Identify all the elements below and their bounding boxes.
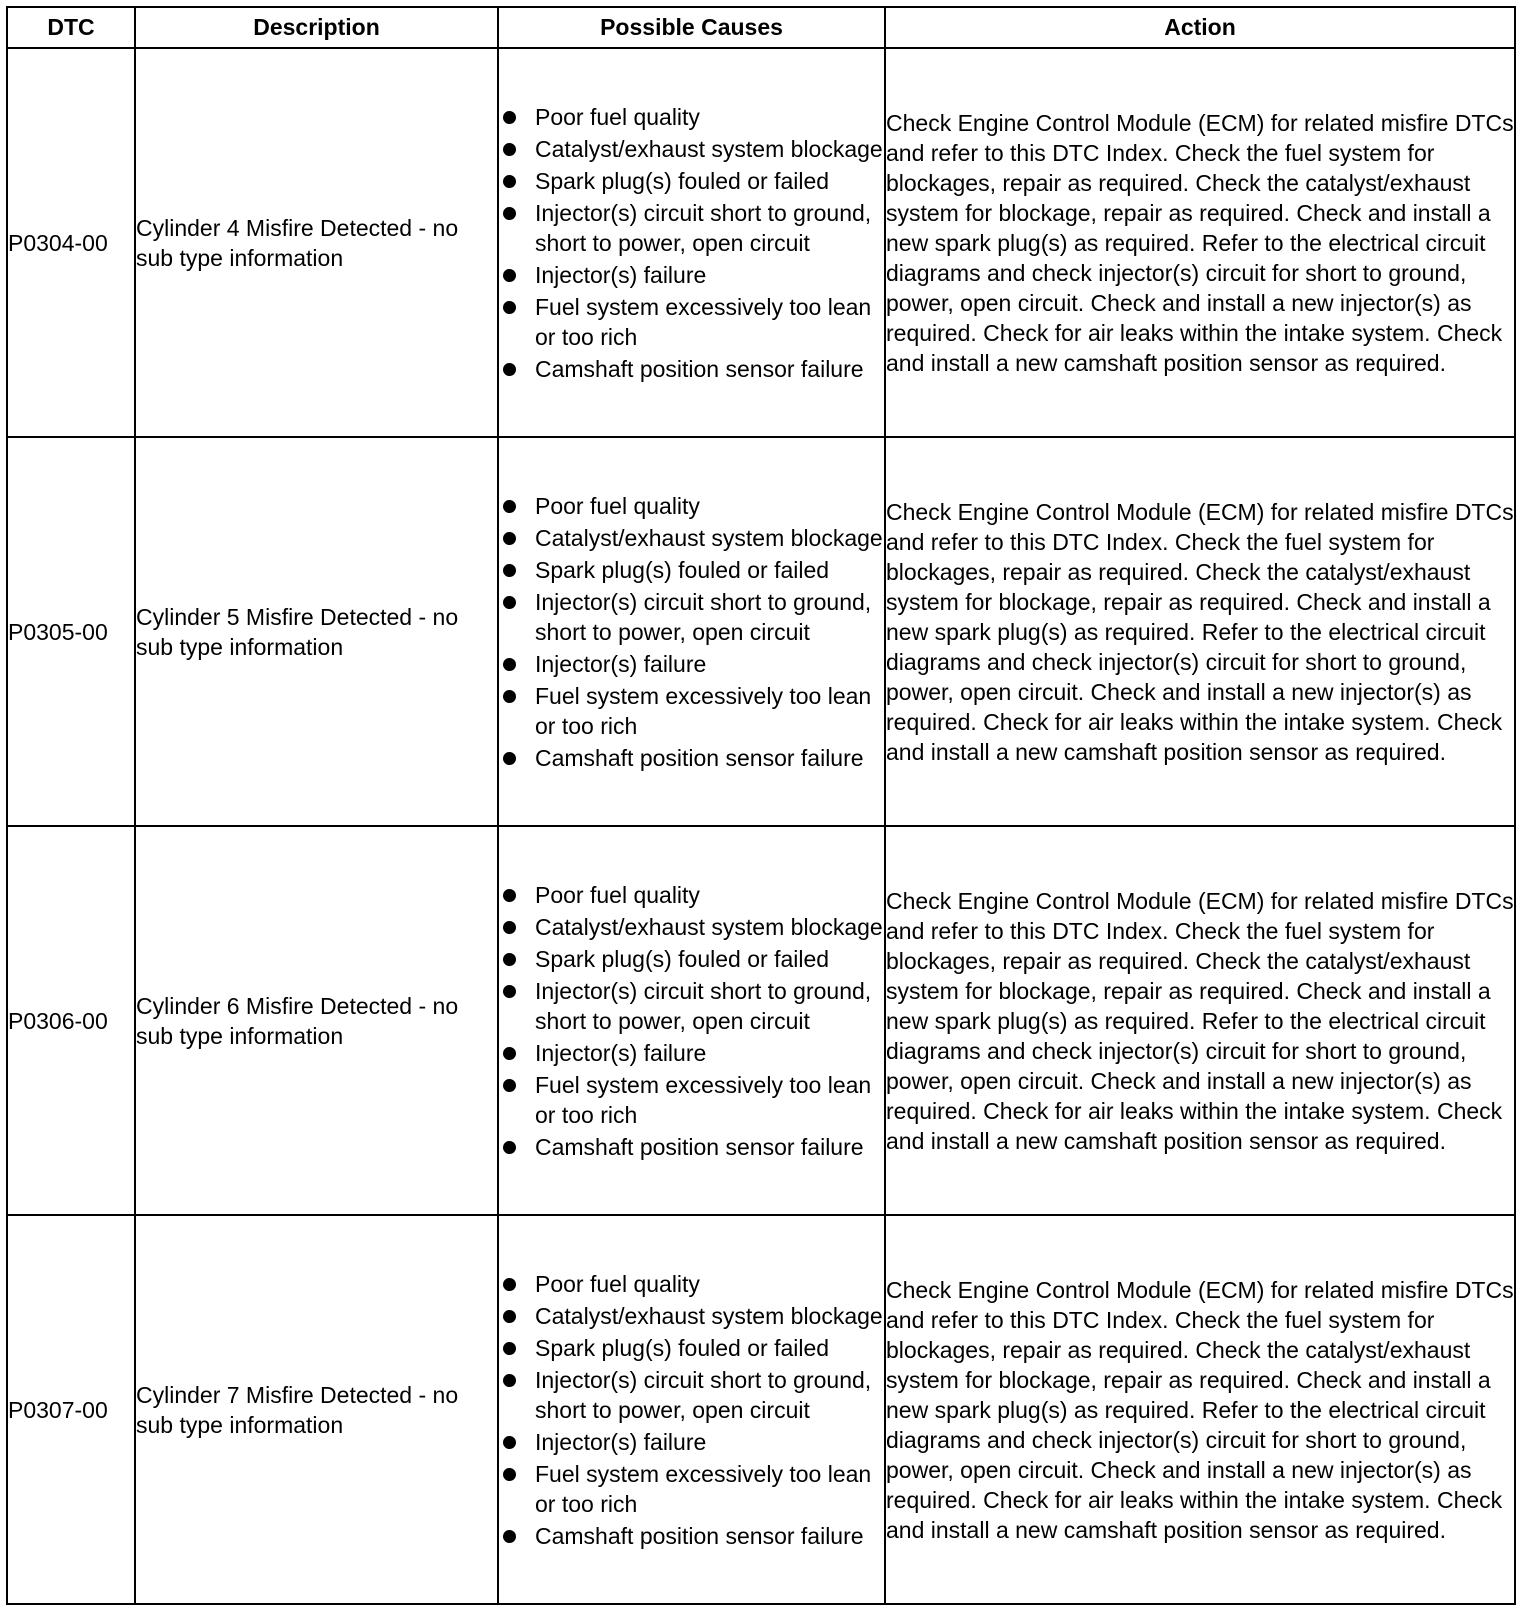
bullet-icon [503, 953, 516, 966]
cause-text: Spark plug(s) fouled or failed [535, 167, 830, 194]
cause-text: Camshaft position sensor failure [535, 1133, 864, 1160]
cause-item [499, 1427, 884, 1457]
cause-text: Injector(s) circuit short to ground, short to power, open circuit [535, 199, 872, 256]
bullet-icon [503, 596, 516, 609]
cause-item [499, 354, 884, 384]
dtc-code-cell: P0306-00 [7, 826, 135, 1215]
cause-item [499, 743, 884, 773]
action-cell: Check Engine Control Module (ECM) for related misfire DTCs and refer to this DTC Index. Check the fuel system for blockages, repair as required. Check the catalyst/exhaust system for blockage, repair as required. Check and install a new spark plug(s) as required. Refer to the electrical circuit diagrams and check injector(s) circuit for short to ground, power, open circuit. Check and install a new injector(s) as required. Check for air leaks within the intake system. Check and install a new camshaft position sensor as required. [885, 826, 1515, 1215]
cause-item [499, 102, 884, 132]
cause-item [499, 166, 884, 196]
cause-item [499, 649, 884, 679]
causes-list [499, 1269, 884, 1551]
bullet-icon [503, 752, 516, 765]
cause-text: Catalyst/exhaust system blockage [535, 1302, 883, 1329]
cause-text: Poor fuel quality [535, 492, 700, 519]
bullet-icon [503, 889, 516, 902]
bullet-icon [503, 301, 516, 314]
cause-text: Injector(s) circuit short to ground, short to power, open circuit [535, 1366, 872, 1423]
cause-item [499, 587, 884, 647]
cause-item [499, 912, 884, 942]
bullet-icon [503, 564, 516, 577]
cause-item [499, 1269, 884, 1299]
header-action: Action [885, 7, 1515, 48]
cause-item [499, 523, 884, 553]
bullet-icon [503, 143, 516, 156]
bullet-icon [503, 1468, 516, 1481]
cause-item [499, 134, 884, 164]
cause-text: Fuel system excessively too lean or too rich [535, 293, 872, 350]
action-cell: Check Engine Control Module (ECM) for related misfire DTCs and refer to this DTC Index. Check the fuel system for blockages, repair as required. Check the catalyst/exhaust system for blockage, repair as required. Check and install a new spark plug(s) as required. Refer to the electrical circuit diagrams and check injector(s) circuit for short to ground, power, open circuit. Check and install a new injector(s) as required. Check for air leaks within the intake system. Check and install a new camshaft position sensor as required. [885, 437, 1515, 826]
cause-text: Injector(s) circuit short to ground, short to power, open circuit [535, 588, 872, 645]
bullet-icon [503, 1079, 516, 1092]
cause-item [499, 1038, 884, 1068]
possible-causes-cell [498, 437, 885, 826]
cause-item [499, 1365, 884, 1425]
bullet-icon [503, 532, 516, 545]
action-cell: Check Engine Control Module (ECM) for related misfire DTCs and refer to this DTC Index. Check the fuel system for blockages, repair as required. Check the catalyst/exhaust system for blockage, repair as required. Check and install a new spark plug(s) as required. Refer to the electrical circuit diagrams and check injector(s) circuit for short to ground, power, open circuit. Check and install a new injector(s) as required. Check for air leaks within the intake system. Check and install a new camshaft position sensor as required. [885, 48, 1515, 437]
cause-text: Catalyst/exhaust system blockage [535, 135, 883, 162]
cause-item [499, 1521, 884, 1551]
cause-text: Spark plug(s) fouled or failed [535, 556, 830, 583]
causes-list [499, 880, 884, 1162]
causes-list [499, 491, 884, 773]
bullet-icon [503, 175, 516, 188]
bullet-icon [503, 1342, 516, 1355]
description-cell: Cylinder 5 Misfire Detected - no sub type information [135, 437, 498, 826]
dtc-code-cell: P0305-00 [7, 437, 135, 826]
cause-item [499, 1459, 884, 1519]
cause-text: Injector(s) failure [535, 650, 707, 677]
bullet-icon [503, 1141, 516, 1154]
bullet-icon [503, 1530, 516, 1543]
cause-text: Injector(s) failure [535, 1039, 707, 1066]
bullet-icon [503, 207, 516, 220]
cause-text: Fuel system excessively too lean or too rich [535, 682, 872, 739]
cause-item [499, 1333, 884, 1363]
dtc-table [6, 6, 1516, 1605]
bullet-icon [503, 921, 516, 934]
cause-text: Spark plug(s) fouled or failed [535, 945, 830, 972]
possible-causes-cell [498, 1215, 885, 1604]
cause-text: Poor fuel quality [535, 103, 700, 130]
action-cell: Check Engine Control Module (ECM) for related misfire DTCs and refer to this DTC Index. Check the fuel system for blockages, repair as required. Check the catalyst/exhaust system for blockage, repair as required. Check and install a new spark plug(s) as required. Refer to the electrical circuit diagrams and check injector(s) circuit for short to ground, power, open circuit. Check and install a new injector(s) as required. Check for air leaks within the intake system. Check and install a new camshaft position sensor as required. [885, 1215, 1515, 1604]
table-row [7, 826, 1515, 1215]
possible-causes-cell [498, 826, 885, 1215]
cause-item [499, 681, 884, 741]
cause-text: Injector(s) failure [535, 261, 707, 288]
cause-item [499, 555, 884, 585]
cause-item [499, 491, 884, 521]
cause-item [499, 1132, 884, 1162]
bullet-icon [503, 269, 516, 282]
cause-text: Catalyst/exhaust system blockage [535, 524, 883, 551]
table-row [7, 48, 1515, 437]
bullet-icon [503, 1374, 516, 1387]
cause-item [499, 944, 884, 974]
cause-item [499, 292, 884, 352]
description-cell: Cylinder 6 Misfire Detected - no sub type information [135, 826, 498, 1215]
bullet-icon [503, 690, 516, 703]
causes-list [499, 102, 884, 384]
bullet-icon [503, 1047, 516, 1060]
cause-text: Fuel system excessively too lean or too rich [535, 1071, 872, 1128]
description-cell: Cylinder 4 Misfire Detected - no sub type information [135, 48, 498, 437]
cause-text: Fuel system excessively too lean or too rich [535, 1460, 872, 1517]
table-row [7, 1215, 1515, 1604]
bullet-icon [503, 985, 516, 998]
cause-item [499, 880, 884, 910]
description-cell: Cylinder 7 Misfire Detected - no sub type information [135, 1215, 498, 1604]
bullet-icon [503, 111, 516, 124]
cause-text: Camshaft position sensor failure [535, 1522, 864, 1549]
bullet-icon [503, 500, 516, 513]
cause-item [499, 260, 884, 290]
table-row [7, 437, 1515, 826]
cause-item [499, 1070, 884, 1130]
bullet-icon [503, 363, 516, 376]
cause-text: Poor fuel quality [535, 881, 700, 908]
header-possible-causes: Possible Causes [498, 7, 885, 48]
dtc-code-cell: P0307-00 [7, 1215, 135, 1604]
bullet-icon [503, 1278, 516, 1291]
possible-causes-cell [498, 48, 885, 437]
bullet-icon [503, 1310, 516, 1323]
cause-item [499, 1301, 884, 1331]
table-header-row [7, 7, 1515, 48]
cause-item [499, 198, 884, 258]
bullet-icon [503, 1436, 516, 1449]
header-dtc: DTC [7, 7, 135, 48]
cause-text: Spark plug(s) fouled or failed [535, 1334, 830, 1361]
dtc-code-cell: P0304-00 [7, 48, 135, 437]
cause-text: Injector(s) failure [535, 1428, 707, 1455]
header-description: Description [135, 7, 498, 48]
cause-text: Camshaft position sensor failure [535, 355, 864, 382]
cause-text: Poor fuel quality [535, 1270, 700, 1297]
cause-text: Camshaft position sensor failure [535, 744, 864, 771]
bullet-icon [503, 658, 516, 671]
cause-text: Injector(s) circuit short to ground, short to power, open circuit [535, 977, 872, 1034]
cause-text: Catalyst/exhaust system blockage [535, 913, 883, 940]
cause-item [499, 976, 884, 1036]
